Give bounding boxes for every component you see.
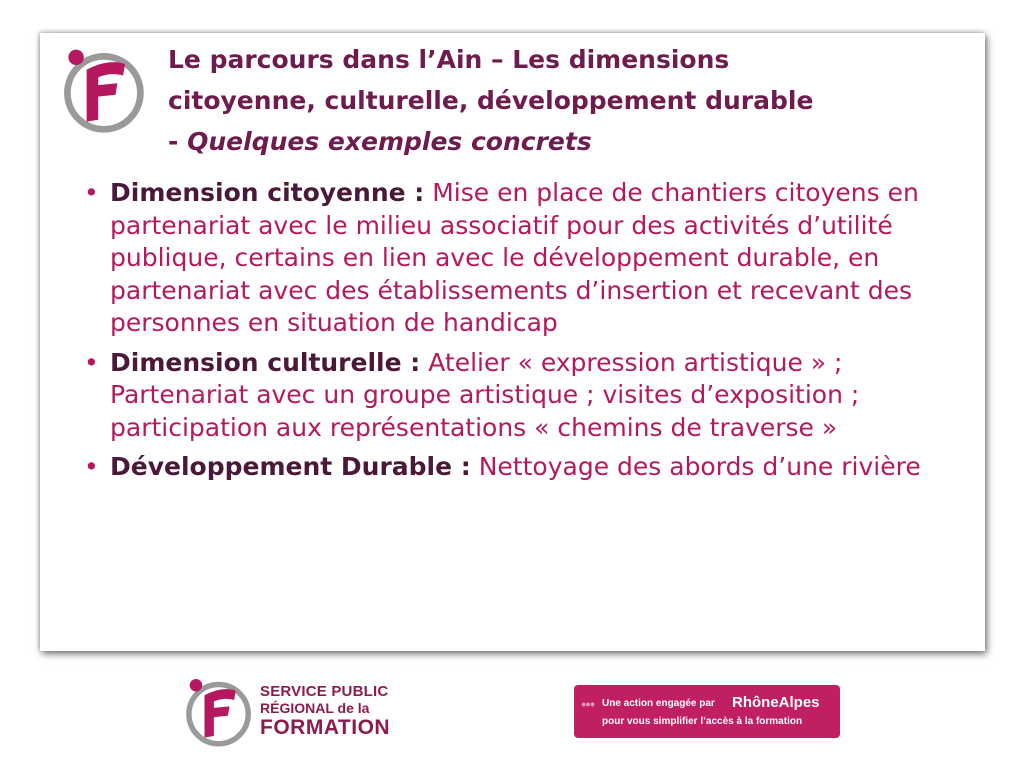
title-line-2: citoyenne, culturelle, développement durable — [168, 86, 814, 115]
slide-card — [40, 33, 985, 651]
title-line-1: Le parcours dans l’Ain – Les dimensions — [168, 45, 730, 74]
badge-line-1: Une action engagée par — [602, 698, 715, 709]
title-subtitle: Quelques exemples concrets — [187, 127, 592, 156]
service-public-wordmark — [260, 684, 390, 740]
bullet-citoyenne — [84, 177, 964, 340]
service-public-line-2: RÉGIONAL de la — [260, 700, 370, 716]
service-public-line-3: FORMATION — [260, 716, 391, 739]
slide-title — [168, 39, 968, 162]
bullet-marker: • — [84, 178, 99, 207]
bullet-text: Mise en place de chantiers citoyens en partenariat avec le milieu associatif pour des activités d’utilité publique, certains en lien avec le développement durable, en partenariat avec des établissements d’insertion et recevant des personnes en situation de handicap — [110, 178, 919, 337]
service-public-footer-logo — [178, 672, 408, 752]
service-public-line-1: SERVICE PUBLIC — [260, 683, 389, 700]
bullet-marker: • — [84, 347, 99, 377]
bullet-text: Atelier « expression artistique » ; Partenariat avec un groupe artistique ; visites d’exposition ; participation aux représentations « chemins de traverse » — [110, 347, 860, 442]
bullet-heading: Développement Durable : — [110, 452, 471, 481]
service-public-f-icon — [178, 672, 256, 750]
bullet-developpement-durable — [84, 451, 964, 484]
rhone-alpes-brand: RhôneAlpes — [732, 694, 820, 711]
service-public-logo-icon — [54, 41, 150, 137]
bullet-heading: Dimension citoyenne : — [110, 178, 425, 207]
badge-line-2: pour vous simplifier l’accès à la formation — [602, 716, 803, 727]
badge-dots-icon: ●●● — [581, 699, 595, 709]
bullet-marker: • — [84, 452, 99, 481]
bullet-culturelle — [84, 347, 964, 445]
bullet-heading: Dimension culturelle : — [110, 347, 421, 377]
title-dash: - — [168, 127, 188, 156]
bullet-list — [84, 177, 964, 491]
bullet-text: Nettoyage des abords d’une rivière — [470, 452, 921, 481]
title-line-3 — [168, 121, 968, 162]
rhone-alpes-badge — [574, 685, 840, 738]
